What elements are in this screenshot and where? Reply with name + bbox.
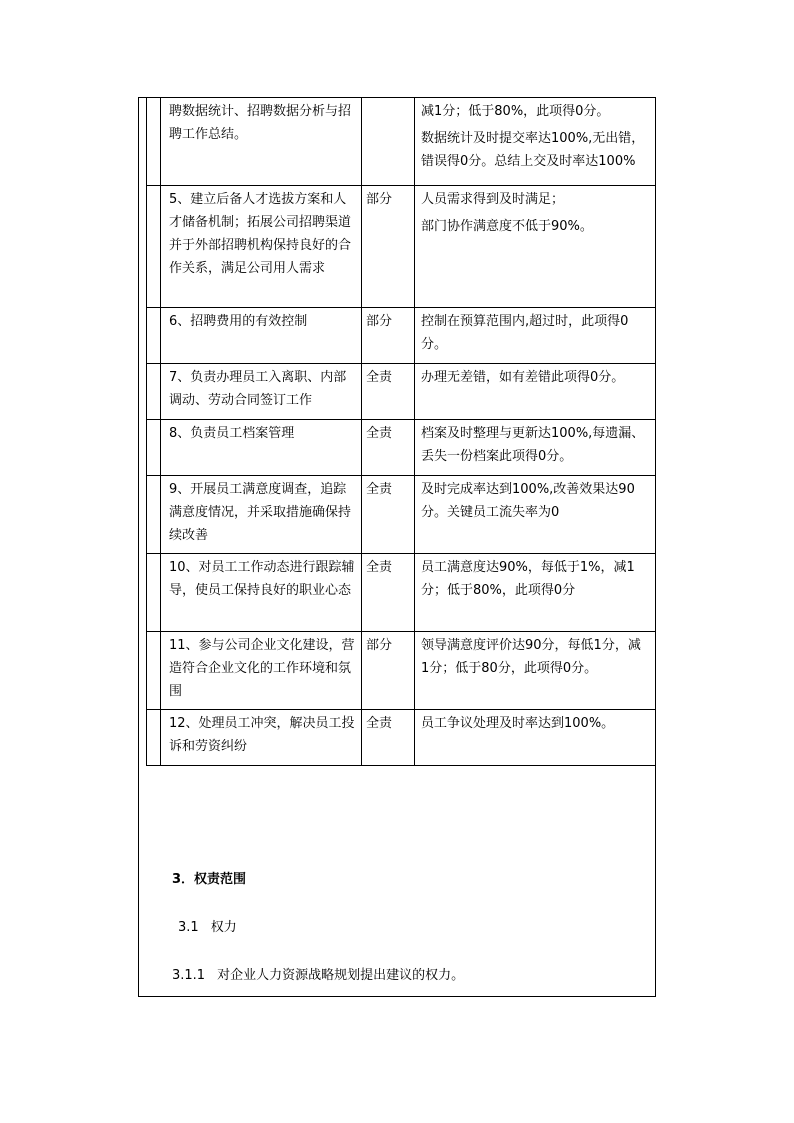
subsection-number: 3.1 (178, 920, 199, 935)
standard-cell (415, 98, 656, 186)
standard-text: 减1分；低于80%，此项得0分。 (421, 104, 610, 119)
row-margin-cell (147, 554, 161, 632)
row-margin-cell (147, 632, 161, 710)
standard-text: 数据统计及时提交率达100%,无出错，错误得0分。总结上交及时率达100% (421, 131, 645, 169)
standard-text: 办理无差错，如有差错此项得0分。 (421, 370, 625, 385)
task-cell: 10、对员工工作动态进行跟踪辅导，使员工保持良好的职业心态 (161, 554, 362, 632)
subsection-title: 权力 (210, 920, 237, 935)
scope-cell: 全责 (362, 364, 415, 420)
item-line (172, 964, 464, 983)
scope-cell (362, 98, 415, 186)
subsection-heading (178, 916, 237, 935)
kpi-table-body (147, 98, 656, 766)
task-cell: 5、建立后备人才选拔方案和人才储备机制；拓展公司招聘渠道并于外部招聘机构保持良好的合作关系，满足公司用人需求 (161, 186, 362, 308)
table-row (147, 420, 656, 476)
standard-text: 部门协作满意度不低于90%。 (421, 219, 593, 234)
standard-cell (415, 710, 656, 766)
item-number: 3.1.1 (172, 968, 206, 983)
table-row (147, 98, 656, 186)
table-row (147, 554, 656, 632)
scope-cell: 部分 (362, 632, 415, 710)
standard-cell (415, 632, 656, 710)
table-row (147, 632, 656, 710)
scope-cell: 部分 (362, 308, 415, 364)
row-margin-cell (147, 710, 161, 766)
scope-cell: 全责 (362, 710, 415, 766)
table-row (147, 364, 656, 420)
task-cell: 聘数据统计、招聘数据分析与招聘工作总结。 (161, 98, 362, 186)
table-row (147, 710, 656, 766)
table-row (147, 186, 656, 308)
row-margin-cell (147, 420, 161, 476)
row-margin-cell (147, 308, 161, 364)
scope-cell: 全责 (362, 476, 415, 554)
standard-cell (415, 308, 656, 364)
scope-cell: 部分 (362, 186, 415, 308)
section-title: 3．权责范围 (172, 872, 247, 887)
standard-text: 控制在预算范围内,超过时，此项得0分。 (421, 314, 629, 352)
task-cell: 11、参与公司企业文化建设，营造符合企业文化的工作环境和氛围 (161, 632, 362, 710)
standard-cell (415, 420, 656, 476)
table-row (147, 476, 656, 554)
row-margin-cell (147, 364, 161, 420)
standard-cell (415, 554, 656, 632)
task-cell: 8、负责员工档案管理 (161, 420, 362, 476)
standard-text: 领导满意度评价达90分，每低1分，减1分；低于80分，此项得0分。 (421, 638, 641, 676)
standard-text: 员工争议处理及时率达到100%。 (421, 716, 615, 731)
standard-cell (415, 186, 656, 308)
standard-text: 人员需求得到及时满足； (421, 192, 565, 207)
row-margin-cell (147, 186, 161, 308)
task-cell: 7、负责办理员工入离职、内部调动、劳动合同签订工作 (161, 364, 362, 420)
task-cell: 9、开展员工满意度调查，追踪满意度情况，并采取措施确保持续改善 (161, 476, 362, 554)
row-margin-cell (147, 98, 161, 186)
table-row (147, 308, 656, 364)
kpi-table (146, 97, 656, 766)
standard-cell (415, 476, 656, 554)
task-cell: 12、处理员工冲突，解决员工投诉和劳资纠纷 (161, 710, 362, 766)
item-text: 对企业人力资源战略规划提出建议的权力。 (217, 968, 465, 983)
standard-cell (415, 364, 656, 420)
standard-text: 档案及时整理与更新达100%,每遗漏、丢失一份档案此项得0分。 (421, 426, 645, 464)
scope-cell: 全责 (362, 420, 415, 476)
standard-text: 及时完成率达到100%,改善效果达90分。关键员工流失率为0 (421, 482, 635, 520)
row-margin-cell (147, 476, 161, 554)
standard-text: 员工满意度达90%，每低于1%，减1分；低于80%，此项得0分 (421, 560, 635, 598)
task-cell: 6、招聘费用的有效控制 (161, 308, 362, 364)
scope-cell: 全责 (362, 554, 415, 632)
